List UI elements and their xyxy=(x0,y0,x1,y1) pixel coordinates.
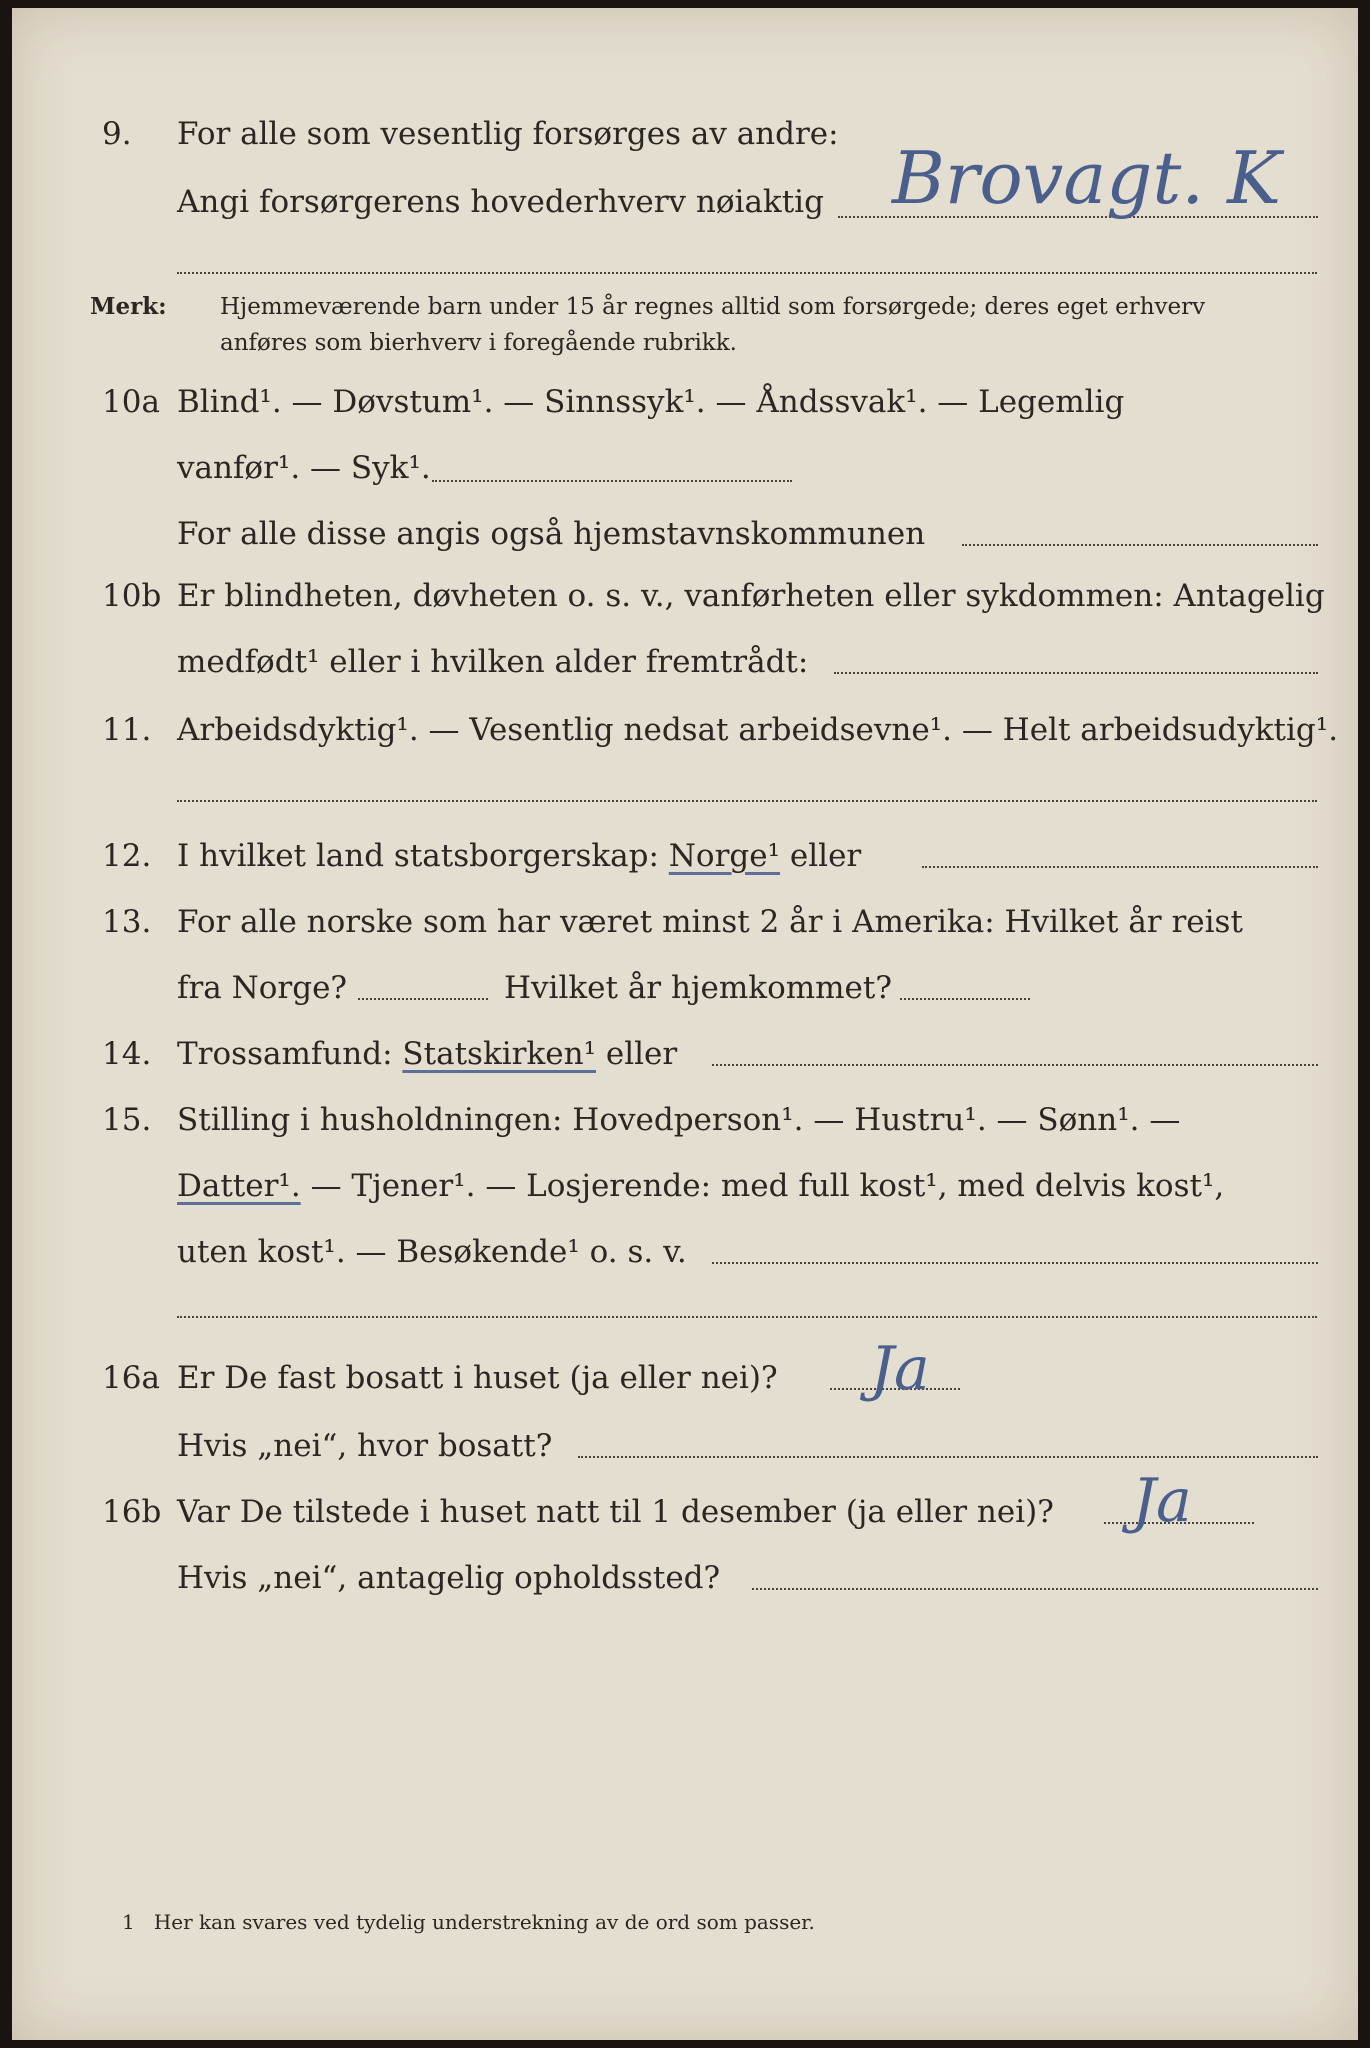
footnote-mark: 1 xyxy=(122,1910,135,1934)
question-16a xyxy=(12,1352,1358,1404)
question-text: Stilling i husholdningen: Hovedperson¹. — Hustru¹. — Sønn¹. — xyxy=(177,1102,1181,1138)
question-number: 13. xyxy=(102,904,152,940)
question-text xyxy=(177,1028,677,1080)
question-text: Er De fast bosatt i huset (ja eller nei)? xyxy=(177,1360,778,1396)
question-prefix: Trossamfund: xyxy=(177,1036,393,1072)
answer-line xyxy=(900,998,1030,1000)
note-text: anføres som bierhverv i foregående rubrikk. xyxy=(220,330,737,356)
question-15 xyxy=(12,1094,1358,1146)
question-number: 9. xyxy=(102,116,132,152)
question-number: 10b xyxy=(102,578,162,614)
question-14 xyxy=(12,1028,1358,1080)
answer-line xyxy=(432,480,792,482)
question-number: 12. xyxy=(102,838,152,874)
question-text: For alle disse angis også hjemstavnskommunen xyxy=(177,516,926,552)
answer-line xyxy=(177,800,1317,802)
handwritten-answer-occupation: Brovagt. K xyxy=(892,136,1281,220)
question-text xyxy=(177,830,861,882)
question-10b xyxy=(12,570,1358,622)
option-datter-underlined: Datter¹. xyxy=(177,1168,301,1204)
question-16b-line2 xyxy=(12,1552,1358,1604)
question-suffix: eller xyxy=(789,838,862,874)
question-number: 10a xyxy=(102,384,160,420)
question-text xyxy=(177,1160,1224,1212)
question-text: Arbeidsdyktig¹. — Vesentlig nedsat arbeidsevne¹. — Helt arbeidsudyktig¹. xyxy=(177,712,1339,748)
answer-line xyxy=(962,544,1318,546)
question-10b-line2 xyxy=(12,636,1358,688)
question-11 xyxy=(12,704,1358,756)
question-16a-line2 xyxy=(12,1420,1358,1472)
question-prefix: I hvilket land statsborgerskap: xyxy=(177,838,659,874)
question-15-line3 xyxy=(12,1226,1358,1278)
answer-line xyxy=(578,1456,1318,1458)
question-13 xyxy=(12,896,1358,948)
question-text-rest: — Tjener¹. — Losjerende: med full kost¹, med delvis kost¹, xyxy=(310,1168,1225,1204)
answer-line xyxy=(922,866,1318,868)
note-text: Hjemmeværende barn under 15 år regnes alltid som forsørgede; deres eget erhverv xyxy=(220,294,1206,320)
question-number: 14. xyxy=(102,1036,152,1072)
question-10a-line2 xyxy=(12,442,1358,494)
question-text-b: Hvilket år hjemkommet? xyxy=(504,970,892,1006)
question-number: 16a xyxy=(102,1360,160,1396)
question-text: Angi forsørgerens hovederhverv nøiaktig xyxy=(177,184,824,220)
census-form-page xyxy=(12,8,1358,2040)
question-text: Blind¹. — Døvstum¹. — Sinnssyk¹. — Åndssvak¹. — Legemlig xyxy=(177,384,1125,420)
question-number: 15. xyxy=(102,1102,152,1138)
answer-line xyxy=(712,1262,1318,1264)
answer-line xyxy=(712,1064,1318,1066)
question-text: medfødt¹ eller i hvilken alder fremtrådt: xyxy=(177,644,809,680)
option-norge-underlined: Norge¹ xyxy=(668,838,781,874)
question-number: 11. xyxy=(102,712,152,748)
question-text: Er blindheten, døvheten o. s. v., vanførheten eller sykdommen: Antagelig xyxy=(177,578,1325,614)
question-12 xyxy=(12,830,1358,882)
note-label: Merk: xyxy=(90,293,167,320)
question-text: For alle som vesentlig forsørges av andre: xyxy=(177,116,839,152)
handwritten-answer-16a: Ja xyxy=(870,1334,930,1404)
footnote-text: Her kan svares ved tydelig understrekning av de ord som passer. xyxy=(153,1910,815,1934)
question-number: 16b xyxy=(102,1494,162,1530)
question-10a-line3 xyxy=(12,508,1358,560)
question-text: Var De tilstede i huset natt til 1 desember (ja eller nei)? xyxy=(177,1494,1054,1530)
answer-line xyxy=(358,998,488,1000)
question-13-line2 xyxy=(12,962,1358,1014)
question-text: vanfør¹. — Syk¹. xyxy=(177,450,431,486)
question-10a xyxy=(12,376,1358,428)
question-text: For alle norske som har været minst 2 år i Amerika: Hvilket år reist xyxy=(177,904,1243,940)
handwritten-answer-16b: Ja xyxy=(1132,1466,1192,1536)
question-text: Hvis „nei“, antagelig opholdssted? xyxy=(177,1560,721,1596)
answer-line xyxy=(834,672,1318,674)
answer-line xyxy=(752,1588,1318,1590)
question-text: uten kost¹. — Besøkende¹ o. s. v. xyxy=(177,1234,687,1270)
answer-line xyxy=(177,272,1317,274)
question-text-a: fra Norge? xyxy=(177,970,348,1006)
question-15-line2 xyxy=(12,1160,1358,1212)
question-suffix: eller xyxy=(605,1036,678,1072)
option-statskirken-underlined: Statskirken¹ xyxy=(402,1036,596,1072)
question-text: Hvis „nei“, hvor bosatt? xyxy=(177,1428,553,1464)
answer-line xyxy=(177,1316,1317,1318)
footnote xyxy=(122,1910,815,1934)
